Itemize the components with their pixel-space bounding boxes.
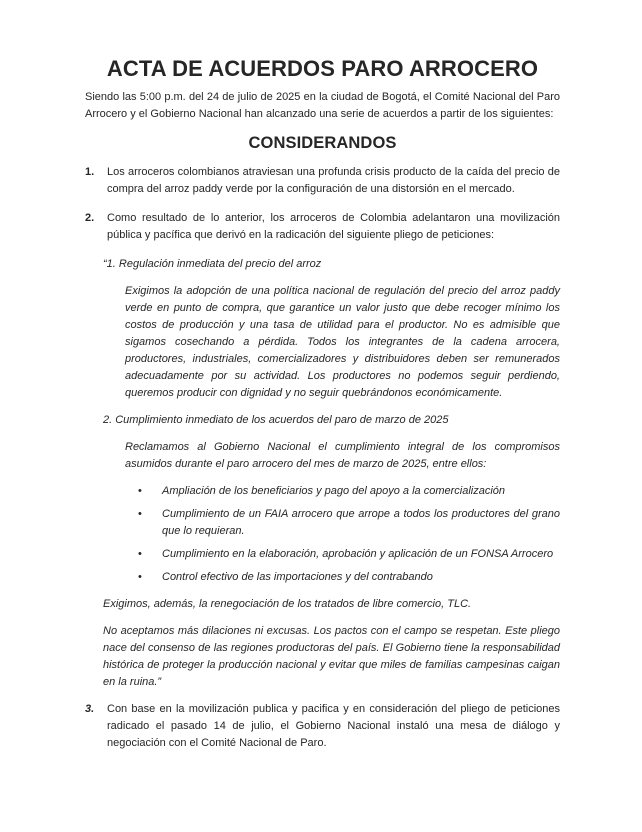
numbered-item-1 xyxy=(85,164,560,198)
petition-paragraph-3: Exigimos, además, la renegociación de los tratados de libre comercio, TLC. xyxy=(103,598,472,610)
petition-paragraph-4: No aceptamos más dilaciones ni excusas. Los pactos con el campo se respetan. Este pliego nace del consenso de las regiones productoras del país. El Gobierno tiene la responsabilidad histórica de proteger la producción nacional y evitar que miles de familias campesinas caigan en la ruina.” xyxy=(103,625,560,688)
petition-paragraph-1: Exigimos la adopción de una política nacional de regulación del precio del arroz paddy verde en punto de compra, que garantice un valor justo que debe recoger mínimo los costos de producción y una tasa de utilidad para el productor. No es admisible que sigamos cosechando a pérdida. Todos los integrantes de la cadena arrocera, productores, industriales, comercializadores y distribuidores deben ser remunerados adecuadamente por su actividad. Los productores no podemos seguir perdiendo, queremos producir con dignidad y no seguir quebrándonos económicamente. xyxy=(125,285,560,399)
considerandos-heading: CONSIDERANDOS xyxy=(248,134,397,152)
item-number: 2. xyxy=(85,212,95,224)
intro-paragraph: Siendo las 5:00 p.m. del 24 de julio de 2025 en la ciudad de Bogotá, el Comité Nacional del Paro Arrocero y el Gobierno Nacional han alcanzado una serie de acuerdos a partir de los siguientes: xyxy=(85,91,560,120)
bullet-item xyxy=(138,506,560,540)
numbered-item-2 xyxy=(85,210,560,244)
bullet-icon: • xyxy=(138,571,142,583)
bullet-item xyxy=(138,483,560,500)
item-text: Con base en la movilización publica y pacifica y en consideración del pliego de peticiones radicado el pasado 14 de julio, el Gobierno Nacional instaló una mesa de diálogo y negociación con el Comité Nacional de Paro. xyxy=(107,703,560,749)
item-number: 3. xyxy=(85,703,95,715)
bullet-text: Cumplimiento en la elaboración, aprobación y aplicación de un FONSA Arrocero xyxy=(162,548,554,560)
petition-paragraph-2: Reclamamos al Gobierno Nacional el cumplimiento integral de los compromisos asumidos durante el paro arrocero del mes de marzo de 2025, entre ellos: xyxy=(125,441,560,470)
item-text: Los arroceros colombianos atraviesan una profunda crisis producto de la caída del precio de compra del arroz paddy verde por la configuración de una distorsión en el mercado. xyxy=(107,166,560,195)
petition-quote-block xyxy=(85,256,560,691)
item-number: 1. xyxy=(85,166,95,178)
bullet-text: Cumplimiento de un FAIA arrocero que arrope a todos los productores del grano que lo requieran. xyxy=(162,508,560,537)
bullet-item xyxy=(138,569,560,586)
petition-bullet-list xyxy=(85,483,560,586)
item-text: Como resultado de lo anterior, los arroceros de Colombia adelantaron una movilización pública y pacífica que derivó en la radicación del siguiente pliego de peticiones: xyxy=(107,212,560,241)
bullet-item xyxy=(138,546,560,563)
bullet-text: Control efectivo de las importaciones y del contrabando xyxy=(162,571,433,583)
page-title: ACTA DE ACUERDOS PARO ARROCERO xyxy=(106,56,539,81)
bullet-icon: • xyxy=(138,548,142,560)
bullet-icon: • xyxy=(138,485,142,497)
petition-heading-2: 2. Cumplimiento inmediato de los acuerdos del paro de marzo de 2025 xyxy=(103,414,449,426)
numbered-item-3 xyxy=(85,701,560,752)
petition-heading-1: “1. Regulación inmediata del precio del arroz xyxy=(103,258,322,270)
bullet-icon: • xyxy=(138,508,142,520)
bullet-text: Ampliación de los beneficiarios y pago del apoyo a la comercialización xyxy=(162,485,506,497)
